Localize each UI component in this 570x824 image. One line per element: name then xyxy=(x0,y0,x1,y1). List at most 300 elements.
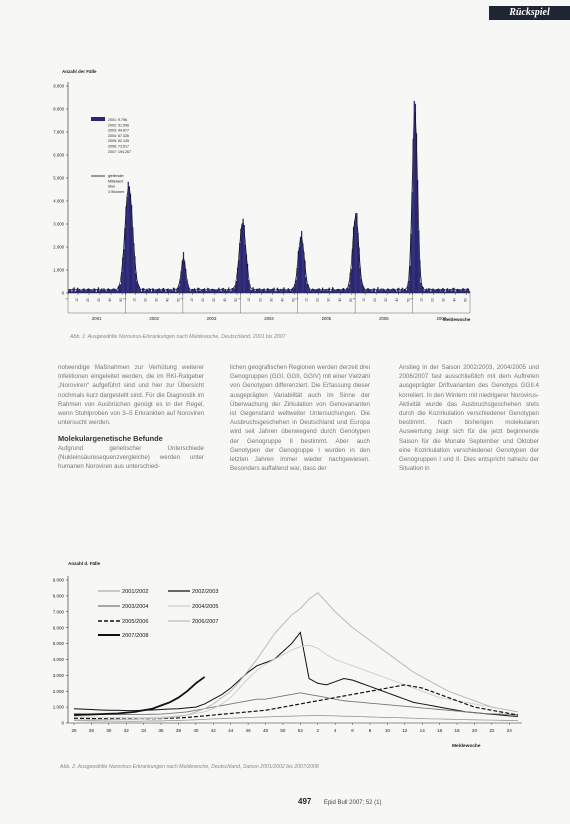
chart1-bar xyxy=(448,290,449,293)
chart1-bar xyxy=(335,290,336,293)
chart1-y-tick-label: 5.000 xyxy=(53,175,64,181)
chart1-yaxis xyxy=(53,82,68,296)
chart1-year-label: 2002 xyxy=(149,316,159,321)
chart1-bar xyxy=(173,288,174,293)
chart2 xyxy=(0,555,570,775)
chart1-bar xyxy=(385,291,386,293)
chart1-bar xyxy=(204,288,205,293)
paragraph: Anstieg in der Saison 2002/2003, 2004/2005 und 2006/2007 fast ausschließlich mit dem Auftreten ausgeprägter Driftvarianten des Genotyps GGII.4 korreliert. In den Wintern mit niedrigerer Norovirus-Aktivität wurde das Ausbruchsgeschehen stets durch die Kozirkulation verschiedener Genotypen bestimmt. Nach bisherigen molekularen Auswertung zeigt sich für die jetzt beginnende Saison für die Monate September und Oktober eine Kozirkulation verschiedener Genotypen der Genogruppen I und II. Dies entspricht nahezu der Situation in xyxy=(399,364,539,473)
chart1-bar xyxy=(226,291,227,293)
chart1-x-tick-label: 40 xyxy=(452,298,457,302)
chart1-x-tick-label: 1 xyxy=(179,298,184,300)
chart1-bar xyxy=(100,290,101,293)
chart1-bar xyxy=(154,291,155,293)
chart1-bar xyxy=(251,290,252,293)
chart2-x-tick-label: 8 xyxy=(368,728,372,733)
chart2-xaxis xyxy=(68,723,522,733)
chart1-bar xyxy=(332,287,333,293)
chart1-x-tick-label: 20 xyxy=(143,298,148,302)
chart1-bar xyxy=(218,288,219,293)
legend-bar-swatch xyxy=(91,117,105,121)
chart1-bar xyxy=(81,291,82,293)
chart1-year-label: 2007 xyxy=(436,316,447,321)
chart1-bar xyxy=(86,290,87,293)
chart2-x-tick-label: 14 xyxy=(419,728,425,733)
chart2-y-tick-label: 2.000 xyxy=(52,688,64,694)
chart1-x-tick-label: 30 xyxy=(211,298,216,302)
chart1-bar xyxy=(129,186,130,293)
chart1-bar xyxy=(334,290,335,293)
chart1-x-tick-label: 10 xyxy=(304,298,309,302)
chart1-bar xyxy=(284,290,285,293)
chart1-bar xyxy=(302,243,303,293)
chart1-y-tick-label: 9.000 xyxy=(53,83,64,89)
chart2-yaxis xyxy=(53,576,68,726)
chart2-x-tick-label: 16 xyxy=(437,728,443,733)
chart1-bar xyxy=(266,291,267,293)
chart1-x-tick-label: 20 xyxy=(373,298,378,302)
journal-reference: Epid Bull 2007; 52 (1) xyxy=(323,800,382,806)
chart1-x-tick-label: 1 xyxy=(409,298,414,300)
chart1-bar xyxy=(311,290,312,293)
chart1-bar xyxy=(160,290,161,293)
chart1-bar xyxy=(169,290,170,293)
chart1-bar xyxy=(466,290,467,293)
chart2-y-tick-label: 5.000 xyxy=(52,641,64,647)
chart1-bar xyxy=(120,284,121,293)
chart2-series xyxy=(74,593,518,722)
body-column-3 xyxy=(399,363,539,531)
chart1-bar xyxy=(261,290,262,293)
chart1-bar xyxy=(205,290,206,293)
chart1-bar xyxy=(229,290,230,293)
chart1-x-tick-label: 40 xyxy=(280,298,285,302)
chart1-x-tick-label: 10 xyxy=(362,298,367,302)
chart1-bar xyxy=(157,289,158,293)
chart1-bar xyxy=(144,291,145,293)
chart1-legend xyxy=(91,117,131,194)
chart2-x-tick-label: 40 xyxy=(193,728,199,733)
chart1-bar xyxy=(322,288,323,293)
chart1-bar xyxy=(136,281,137,293)
chart1-bar xyxy=(140,289,141,293)
chart1-bar xyxy=(250,290,251,293)
chart2-x-tick-label: 20 xyxy=(471,728,478,733)
chart1-bar xyxy=(351,269,352,293)
chart1-legend-line-text: über xyxy=(108,184,116,189)
chart1-bar xyxy=(370,290,371,293)
chart1-legend-line-text: 3 Wochen xyxy=(108,189,125,194)
chart1-bar xyxy=(398,288,399,293)
chart1-bar xyxy=(235,285,236,293)
chart1-bar xyxy=(74,287,75,293)
chart1-bar xyxy=(282,289,283,293)
chart1-x-tick-label: 10 xyxy=(247,298,252,302)
chart1-bar xyxy=(219,290,220,293)
chart1-bar xyxy=(143,288,144,293)
chart2-x-tick-label: 12 xyxy=(402,728,408,733)
chart2-caption: Abb. 2: Ausgewählte Norovirus-Erkrankungen nach Meldewoche, Deutschland, Saison 2001/2002 bis 2007/2008 xyxy=(60,764,319,770)
chart1-bar xyxy=(245,245,246,293)
chart1-bar xyxy=(300,237,301,293)
chart1-ylabel: Anzahl der Fälle xyxy=(62,69,97,74)
chart1-bar xyxy=(345,290,346,293)
chart1-bar xyxy=(290,291,291,293)
chart1-x-tick-label: 10 xyxy=(419,298,424,302)
chart2-x-tick-label: 24 xyxy=(506,728,512,733)
chart1-x-tick-label: 50 xyxy=(348,298,353,302)
chart1-bar xyxy=(402,288,403,293)
chart1-bar xyxy=(461,290,462,293)
chart1-bar xyxy=(117,291,118,293)
chart1-bar xyxy=(365,290,366,293)
chart2-x-tick-label: 42 xyxy=(210,728,216,733)
chart1-bar xyxy=(241,224,242,293)
chart1-x-tick-label: 30 xyxy=(154,298,159,302)
chart1-xlabel: Meldewoche xyxy=(443,317,471,322)
chart1-bar xyxy=(242,219,243,293)
chart1-bar xyxy=(278,289,279,293)
chart1-x-tick-label: 50 xyxy=(176,298,181,302)
chart1-bar xyxy=(368,289,369,293)
chart1-bar xyxy=(206,291,207,293)
chart1-legend-entry: 2003: 44.877 xyxy=(108,128,129,133)
chart1-bar xyxy=(451,291,452,293)
chart1-x-tick-label: 10 xyxy=(189,298,194,302)
chart1-bar xyxy=(80,290,81,293)
chart2-y-tick-label: 8.000 xyxy=(52,593,64,599)
chart2-y-tick-label: 1.000 xyxy=(52,704,64,710)
chart2-y-tick-label: 7.000 xyxy=(52,609,64,615)
chart2-x-tick-label: 26 xyxy=(71,728,77,733)
chart1-legend-entry: 2001: 9.796 xyxy=(108,118,127,122)
chart2-y-tick-label: 3.000 xyxy=(52,672,64,678)
chart1-legend-entry: 2005: 62.145 xyxy=(108,139,129,144)
chart1-bar xyxy=(252,287,253,293)
chart1-bar xyxy=(78,290,79,293)
chart1-bar xyxy=(349,284,350,293)
chart2-x-tick-label: 36 xyxy=(158,728,164,733)
chart1-bar xyxy=(372,291,373,293)
chart1-bar xyxy=(76,290,77,293)
chart2-x-tick-label: 48 xyxy=(262,728,269,733)
chart1-bar xyxy=(109,290,110,293)
section-badge: Rückspiel xyxy=(489,6,570,20)
chart2-legend-label: 2006/2007 xyxy=(192,618,219,625)
chart1-year-label: 2001 xyxy=(91,316,102,321)
chart2-x-tick-label: 52 xyxy=(297,728,303,733)
chart1-xaxis xyxy=(65,293,470,313)
chart1-y-tick-label: 8.000 xyxy=(53,106,64,112)
chart1-bar xyxy=(366,289,367,293)
chart1-x-tick-label: 40 xyxy=(222,298,227,302)
chart1-bar xyxy=(276,291,277,293)
chart1-bar xyxy=(354,221,355,293)
chart1-year-label: 2003 xyxy=(206,316,217,321)
chart1-bar xyxy=(326,291,327,293)
chart1-bar xyxy=(279,290,280,293)
footer xyxy=(298,791,382,809)
chart2-series-line xyxy=(74,632,518,716)
chart1-caption: Abb. 1: Ausgewählte Norovirus-Erkrankungen nach Meldewoche, Deutschland, 2001 bis 2007 xyxy=(70,334,286,340)
chart1-x-tick-label: 1 xyxy=(122,298,127,300)
chart1-x-tick-label: 20 xyxy=(430,298,435,302)
chart1-legend-entry: 2007: 194.267 xyxy=(108,149,131,154)
chart1-y-tick-label: 4.000 xyxy=(53,198,64,204)
chart1-bar xyxy=(344,290,345,293)
chart1-x-tick-label: 50 xyxy=(291,298,296,302)
chart2-legend-label: 2007/2008 xyxy=(122,632,149,639)
body-column-1 xyxy=(58,363,204,531)
chart1-bar xyxy=(214,290,215,293)
chart1-bar xyxy=(315,290,316,293)
paragraph: lichen geografischen Regionen werden derzeit drei Genogruppen (GGI, GGII, GGIV) mit einer Vielzahl von Genotypen differenziert. Die Erfassung dieser ausgeprägten Variabilität auch im Sinne der Überwachung der Zirkulation von Genovarianten ist Gegenstand weltweiter Untersuchungen. Die Ausbruchsgeschehen in Deutschland und Europa wird seit Jahren überwiegend durch Genotypen der Genogruppe II bestimmt. Aber auch Genotypen der Genogruppe I wurden in den letzten Jahren immer wieder nachgewiesen. Besonders auffallend war, dass der xyxy=(230,364,370,473)
chart1-x-tick-label: 20 xyxy=(85,298,90,302)
chart1-x-tick-label: 20 xyxy=(200,298,205,302)
chart1-bar xyxy=(127,197,128,293)
chart1-bar xyxy=(195,290,196,293)
chart1-bar xyxy=(390,290,391,293)
chart1-bar xyxy=(171,290,172,293)
chart2-series-line xyxy=(74,645,518,717)
chart1-bar xyxy=(435,290,436,293)
chart1-bar xyxy=(189,291,190,293)
chart2-x-tick-label: 28 xyxy=(88,728,94,733)
chart1-bar xyxy=(341,290,342,293)
chart1-bar xyxy=(329,288,330,293)
chart1-year-label: 2006 xyxy=(379,316,389,321)
chart1-bar xyxy=(217,290,218,293)
chart2-legend-label: 2003/2004 xyxy=(122,603,149,610)
chart1-x-tick-label: 1 xyxy=(352,298,357,300)
chart1-x-tick-label: 50 xyxy=(463,298,468,302)
chart1-bar xyxy=(355,213,356,293)
chart2-legend xyxy=(98,589,218,639)
chart1-bar xyxy=(447,288,448,293)
chart1-bar xyxy=(227,290,228,293)
chart1-bar xyxy=(265,290,266,293)
chart1-bar xyxy=(234,288,235,293)
chart1-bar xyxy=(323,290,324,293)
chart1-x-tick-label: 30 xyxy=(97,298,102,302)
chart1-bar xyxy=(293,287,294,293)
chart1-bar xyxy=(427,290,428,293)
chart1-bar xyxy=(115,290,116,293)
chart1-bar xyxy=(236,281,237,293)
chart1-bar xyxy=(415,104,416,293)
chart1-bar xyxy=(203,290,204,293)
chart1-bar xyxy=(408,281,409,293)
chart1-x-tick-label: 50 xyxy=(233,298,238,302)
chart2-xlabel: Meldewoche xyxy=(452,744,481,749)
chart1-bar xyxy=(307,284,308,293)
chart2-x-tick-label: 38 xyxy=(175,728,182,733)
chart1-bar xyxy=(161,291,162,293)
chart2-ylabel: Anzahl d. Fälle xyxy=(68,561,101,566)
chart2-y-tick-label: 4.000 xyxy=(52,657,64,663)
chart1-bar xyxy=(404,289,405,293)
chart1-legend-entry: 2004: 67.326 xyxy=(108,133,129,138)
chart2-legend-label: 2005/2006 xyxy=(122,618,149,625)
chart1-x-tick-label: 40 xyxy=(165,298,170,302)
chart1-bar xyxy=(216,290,217,293)
chart2-x-tick-label: 46 xyxy=(245,728,251,733)
chart1-bar xyxy=(281,290,282,293)
chart2-x-tick-label: 50 xyxy=(280,728,286,733)
chart1-bar xyxy=(331,290,332,293)
chart1-bar xyxy=(207,288,208,293)
chart1-bar xyxy=(434,290,435,293)
chart1-bar xyxy=(425,290,426,293)
chart1-x-tick-label: 30 xyxy=(441,298,446,302)
chart1-bar xyxy=(316,290,317,293)
chart1-bar xyxy=(389,290,390,293)
chart1-bar xyxy=(340,290,341,293)
chart2-series-line xyxy=(74,593,518,720)
chart1-bar xyxy=(77,288,78,293)
page-number: 497 xyxy=(298,797,312,806)
chart1-bar xyxy=(224,290,225,293)
body-column-2 xyxy=(230,363,370,531)
chart1-bar xyxy=(202,290,203,293)
chart1-bar xyxy=(269,290,270,293)
chart2-x-tick-label: 30 xyxy=(106,728,112,733)
chart2-x-tick-label: 22 xyxy=(489,728,495,733)
chart1-bar xyxy=(123,249,124,293)
section-heading: Molekulargenetische Befunde xyxy=(58,434,163,444)
chart1-bar xyxy=(193,290,194,293)
chart1-bar xyxy=(99,290,100,293)
chart1-x-tick-label: 1 xyxy=(237,298,242,300)
chart1-x-tick-label: 50 xyxy=(406,298,411,302)
chart1-legend-line-text: Mittelwert xyxy=(108,179,124,184)
chart2-y-tick-label: 6.000 xyxy=(52,625,64,631)
chart1-bar xyxy=(197,288,198,293)
chart2-legend-label: 2002/2003 xyxy=(192,588,219,595)
chart1-bar xyxy=(324,290,325,293)
chart1-bar xyxy=(110,290,111,293)
chart1-bar xyxy=(112,289,113,293)
chart1-x-tick-label: 40 xyxy=(108,298,113,302)
chart1-bar xyxy=(453,288,454,293)
chart1-x-tick-label: 1 xyxy=(294,298,299,300)
chart2-x-tick-label: 2 xyxy=(316,728,320,733)
chart1-x-tick-label: 10 xyxy=(74,298,79,302)
chart1-bar xyxy=(299,247,300,293)
chart1-bar xyxy=(328,289,329,293)
chart1-bar xyxy=(92,291,93,293)
chart2-x-tick-label: 18 xyxy=(454,728,460,733)
chart1-bar xyxy=(90,290,91,293)
chart1-x-tick-label: 40 xyxy=(395,298,400,302)
chart1-y-tick-label: 2.000 xyxy=(53,244,64,250)
chart1-bar xyxy=(272,289,273,293)
chart2-x-tick-label: 10 xyxy=(384,728,390,733)
chart1-x-tick-label: 50 xyxy=(119,298,124,302)
chart1-bar xyxy=(424,291,425,293)
chart2-series-line xyxy=(74,685,518,719)
chart1-year-label: 2005 xyxy=(321,316,332,321)
chart1-bar xyxy=(406,290,407,293)
chart1-bar xyxy=(376,290,377,293)
chart1-x-tick-label: 20 xyxy=(258,298,263,302)
chart1-y-tick-label: 3.000 xyxy=(53,221,64,227)
chart1-legend-entry: 2002: 51.596 xyxy=(108,123,129,128)
chart2-x-tick-label: 6 xyxy=(351,728,354,733)
chart1-bar xyxy=(85,290,86,293)
chart1-x-tick-label: 30 xyxy=(269,298,274,302)
chart1-x-tick-label: 30 xyxy=(326,298,331,302)
chart1-bar xyxy=(273,288,274,293)
chart1-bar xyxy=(260,290,261,293)
chart1-bar xyxy=(437,289,438,293)
chart1-bar xyxy=(210,289,211,293)
chart1-bar xyxy=(347,288,348,293)
chart1-bar xyxy=(382,290,383,293)
chart1-bar xyxy=(314,290,315,293)
chart2-legend-label: 2001/2002 xyxy=(122,588,149,595)
chart1-year-label: 2004 xyxy=(264,316,274,321)
chart1-y-tick-label: 6.000 xyxy=(53,152,64,158)
paragraph: notwendige Maßnahmen zur Verhütung weiterer Infektionen eingeleitet werden, die im RKI-Ratgeber „Noroviren“ aufgeführt sind und hier zur Übersicht nochmals kurz dargestellt sind. Für die Diagnostik im Rahmen von Ausbrüchen genügt es in der Regel, wenn Stuhlproben von 3–5 Erkrankten auf Noroviren untersucht werden. xyxy=(58,364,204,427)
chart1-bar xyxy=(379,290,380,293)
chart1-legend-line-text: gleitender xyxy=(108,174,124,178)
chart1-bar xyxy=(257,289,258,293)
chart1-bar xyxy=(228,287,229,293)
chart1-y-tick-label: 7.000 xyxy=(53,129,64,135)
chart1-y-tick-label: 0 xyxy=(61,290,64,296)
chart1-bar xyxy=(286,291,287,293)
chart1-bar xyxy=(436,290,437,293)
chart2-x-tick-label: 32 xyxy=(123,728,129,733)
chart1-bar xyxy=(439,289,440,293)
chart1-year-labels xyxy=(92,316,447,321)
chart1-bar xyxy=(102,290,103,293)
chart1-bar xyxy=(271,289,272,293)
chart1-bar xyxy=(209,291,210,293)
chart1-bar xyxy=(111,290,112,293)
chart1-x-tick-label: 40 xyxy=(337,298,342,302)
chart1-bar xyxy=(128,182,129,293)
chart2-y-tick-label: 0 xyxy=(61,720,64,726)
chart1-bar xyxy=(172,290,173,293)
chart1-bar xyxy=(400,290,401,293)
chart1-bar xyxy=(320,290,321,293)
chart1-bar xyxy=(283,287,284,293)
chart1-x-tick-label: 30 xyxy=(384,298,389,302)
chart1-x-tick-label: 1 xyxy=(65,298,69,300)
chart2-y-tick-label: 9.000 xyxy=(52,577,64,583)
chart1-bar xyxy=(258,289,259,293)
chart1-bar xyxy=(145,290,146,293)
chart2-x-tick-label: 4 xyxy=(333,728,337,733)
chart1-bar xyxy=(98,287,99,293)
chart1-bar xyxy=(254,290,255,293)
chart1-bar xyxy=(156,290,157,293)
chart1-bar xyxy=(277,288,278,293)
chart1-bar xyxy=(378,290,379,293)
chart1-bar xyxy=(148,290,149,293)
chart1-bar xyxy=(321,290,322,293)
chart1-bar xyxy=(68,290,69,293)
chart1-bar xyxy=(310,291,311,293)
chart1-bar xyxy=(420,283,421,293)
chart1-bar xyxy=(364,289,365,293)
paragraph: Aufgrund genetischer Unterschiede (Nukleinsäuresequenzvergleiche) werden unter humanen Noroviren aus unterschied- xyxy=(58,444,204,471)
chart2-x-tick-label: 34 xyxy=(141,728,147,733)
chart1-legend-entry: 2006: 73.617 xyxy=(108,144,129,149)
chart1-bar xyxy=(255,291,256,293)
